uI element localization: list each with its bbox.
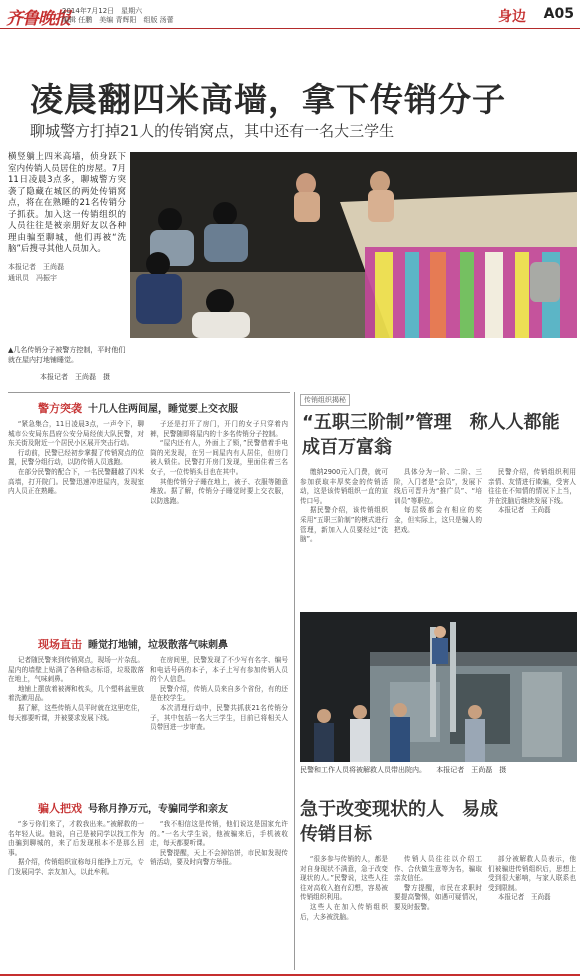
section3-col1	[8, 820, 144, 970]
correspondent-byline: 通讯员 冯振宇	[8, 273, 57, 282]
section2-label: 现场直击	[38, 638, 82, 651]
paragraph: 行动前，民警已经初步掌握了传销窝点的位置，民警分组行动，以防传销人员逃跑。	[8, 448, 144, 467]
section2-col2	[150, 656, 288, 792]
main-photo	[130, 152, 577, 338]
paragraph: 本报记者 王尚磊	[497, 893, 551, 902]
paragraph: 据民警介绍，该传销组织采用“五职三阶制”的模式进行管理，新加入人员要经过“洗脑”。	[300, 506, 388, 544]
paragraph: 据介绍，传销组织宣称每月能挣上万元，专门发展同学、亲友加入，以此牟利。	[8, 858, 144, 876]
paragraph: 这些人在加入传销组织后，大多被洗脑。	[300, 902, 388, 921]
paragraph: 子还是打开了房门，开门的女子只穿着内裤，民警随即将屋内的十多名传销分子控制。	[150, 420, 288, 438]
paragraph: 其他传销分子睡在地上，被子、衣服等随意堆放。据了解，传销分子睡觉时要上交衣服，以防逃跑。	[150, 477, 288, 505]
column-divider	[294, 392, 295, 970]
paragraph: 本次清理行动中，民警共抓获21名传销分子，其中包括一名大三学生，目前已将相关人员带回进一步审查。	[150, 703, 288, 732]
raid-scene-illustration	[130, 152, 577, 338]
paragraph: 民警介绍，传销组织利用亲情、友情进行欺骗，受害人往往在不知情的情况下上当，并在洗脑后继续发展下线。	[488, 468, 576, 505]
paragraph: 警方提醒，市民在求职时要提高警惕，如遇可疑情况，要及时报警。	[394, 883, 482, 911]
paragraph: 在房间里，民警发现了不少写有名字、编号和电话号码的本子，本子上写有参加传销人员的个人信息。	[150, 656, 288, 684]
paragraph: 每层级都会有相应的奖金，但实际上，这只是骗人的把戏。	[394, 506, 482, 534]
lead-block	[8, 152, 126, 336]
paragraph: “紧急集合，11日凌晨3点，一声令下，聊城市公安局东昌府公安分局经侦大队民警，对东关街及附近一个居民小区展开突击行动。	[8, 420, 144, 448]
sidebar2-col3	[488, 855, 576, 970]
section2-title: 睡觉打地铺，垃圾散落气味刺鼻	[88, 640, 228, 651]
section2-head	[38, 636, 228, 652]
paragraph: 传销人员往往以介绍工作、合伙做生意等为名，骗取亲友信任。	[394, 855, 482, 883]
paragraph: “屋内还有人，外面上了锁，”民警借着手电筒的光发现，在另一间屋内有人居住，但房门被人锁住。民警打开房门发现，里面住着三名女子，一位传销头目也在其中。	[150, 439, 288, 476]
paragraph: 民警介绍，传销人员来自多个省份，有的还是在校学生。	[150, 684, 288, 703]
night-photo	[300, 612, 577, 762]
sidebar2-title: 急于改变现状的人 易成传销目标	[300, 799, 498, 845]
photo2-caption-line	[300, 765, 506, 775]
subheadline: 聊城警方打掉21人的传销窝点，其中还有一名大三学生	[30, 122, 395, 140]
page-title: 凌晨翻四米高墙，拿下传销分子	[30, 80, 506, 119]
paragraph: 地铺上摆放着被褥和枕头，几个塑料盆里放着洗漱用品。	[8, 684, 144, 703]
sidebar-title: “五职三阶制”管理 称人人都能成百万富翁	[302, 412, 560, 458]
section2-col1	[8, 656, 144, 792]
paragraph: 记者随民警来到传销窝点，现场一片杂乱。屋内的墙壁上贴满了各种励志标语，垃圾散落在地上，气味刺鼻。	[8, 656, 144, 684]
staff-line: 编辑 任鹏 美编 青辉阳 组版 汤蕾	[62, 16, 174, 24]
divider	[8, 392, 290, 393]
paragraph: 部分被解救人员表示，他们被骗进传销组织后，思想上受到很大影响，与家人联系也受到限制。	[488, 855, 576, 892]
photo-caption: ▲几名传销分子被警方控制，平时他们就在屋内打地铺睡觉。	[8, 346, 126, 364]
paragraph: “很多参与传销的人，都是对自身现状不满意，急于改变现状的人。”民警说，这些人往往对高收入抱有幻想，容易被传销组织利用。	[300, 855, 388, 902]
section3-head	[38, 800, 228, 816]
paragraph: “我不相信这是传销，他们说这是国家允许的。”一名大学生说，他被骗来后，手机被收走，每天都要听课。	[150, 820, 288, 848]
paragraph: 在部分民警的配合下，一名民警翻越了四米高墙，打开院门。民警迅速冲进屋内，发现室内人员正在熟睡。	[8, 467, 144, 496]
paragraph: 缴纳2900元入门费，就可参加获取丰厚奖金的传销活动，这是该传销组织一直的宣传口号。	[300, 468, 388, 505]
rescue-scene-illustration	[300, 612, 577, 762]
newspaper-logo: 齐鲁晚报	[6, 9, 70, 29]
section3-label: 骗人把戏	[38, 802, 82, 815]
paragraph: 具体分为一阶、二阶、三阶，入门者是“会员”，发展下线后可晋升为“推广员”、“培训员”等职位。	[394, 468, 482, 505]
paragraph: “多亏你们来了，才救我出来。”被解救的一名年轻人说。他说，自己是被同学以找工作为由骗到聊城的，来了后发现根本不是那么回事。	[8, 820, 144, 857]
section3-title: 号称月挣万元，专骗同学和亲友	[88, 804, 228, 815]
date-line: 2014年7月12日 星期六	[62, 7, 143, 15]
paragraph: 民警提醒，天上不会掉馅饼，市民如发现传销活动，要及时向警方举报。	[150, 848, 288, 867]
photo2-credit: 本报记者 王尚磊 摄	[436, 766, 507, 774]
paragraph: 本报记者 王尚磊	[497, 506, 551, 515]
lead-text: 横竖躺上四米高墙，侦身跃下室内传销人员居住的房屋。7月11日凌晨3点多，聊城警方突袭了隐藏在城区的两处传销窝点，将在在熟睡的21名传销分子抓获。加入这一传销组织的人员往往是被亲朋好友以各种理由骗至聊城，他们再被“洗脑”后搜寻其他人员加入。	[8, 152, 126, 254]
sidebar2-col1	[300, 855, 388, 970]
page-number: A05	[543, 6, 574, 22]
section1-label: 警方突袭	[38, 402, 82, 415]
sidebar-col2	[394, 468, 482, 608]
sidebar-label: 传销组织揭秘	[300, 394, 350, 406]
section1-col1	[8, 420, 144, 628]
paragraph: 据了解，这些传销人员平时就在这里吃住，每天都要听课，并被要求发展下线。	[8, 703, 144, 722]
photo2-caption: 民警和工作人员将被解救人员带出院内。	[300, 766, 426, 774]
section1-title: 十几人住两间屋，睡觉要上交衣服	[88, 404, 238, 415]
section1-col2	[150, 420, 288, 628]
sidebar-col1	[300, 468, 388, 608]
bottom-rule	[0, 974, 580, 976]
section1-head	[38, 400, 238, 416]
reporter-byline: 本报记者 王尚磊	[8, 262, 64, 271]
section-name: 身边	[498, 9, 526, 25]
sidebar2-col2	[394, 855, 482, 970]
sidebar-col3	[488, 468, 576, 608]
photo-credit: 本报记者 王尚磊 摄	[40, 373, 110, 381]
section3-col2	[150, 820, 288, 970]
